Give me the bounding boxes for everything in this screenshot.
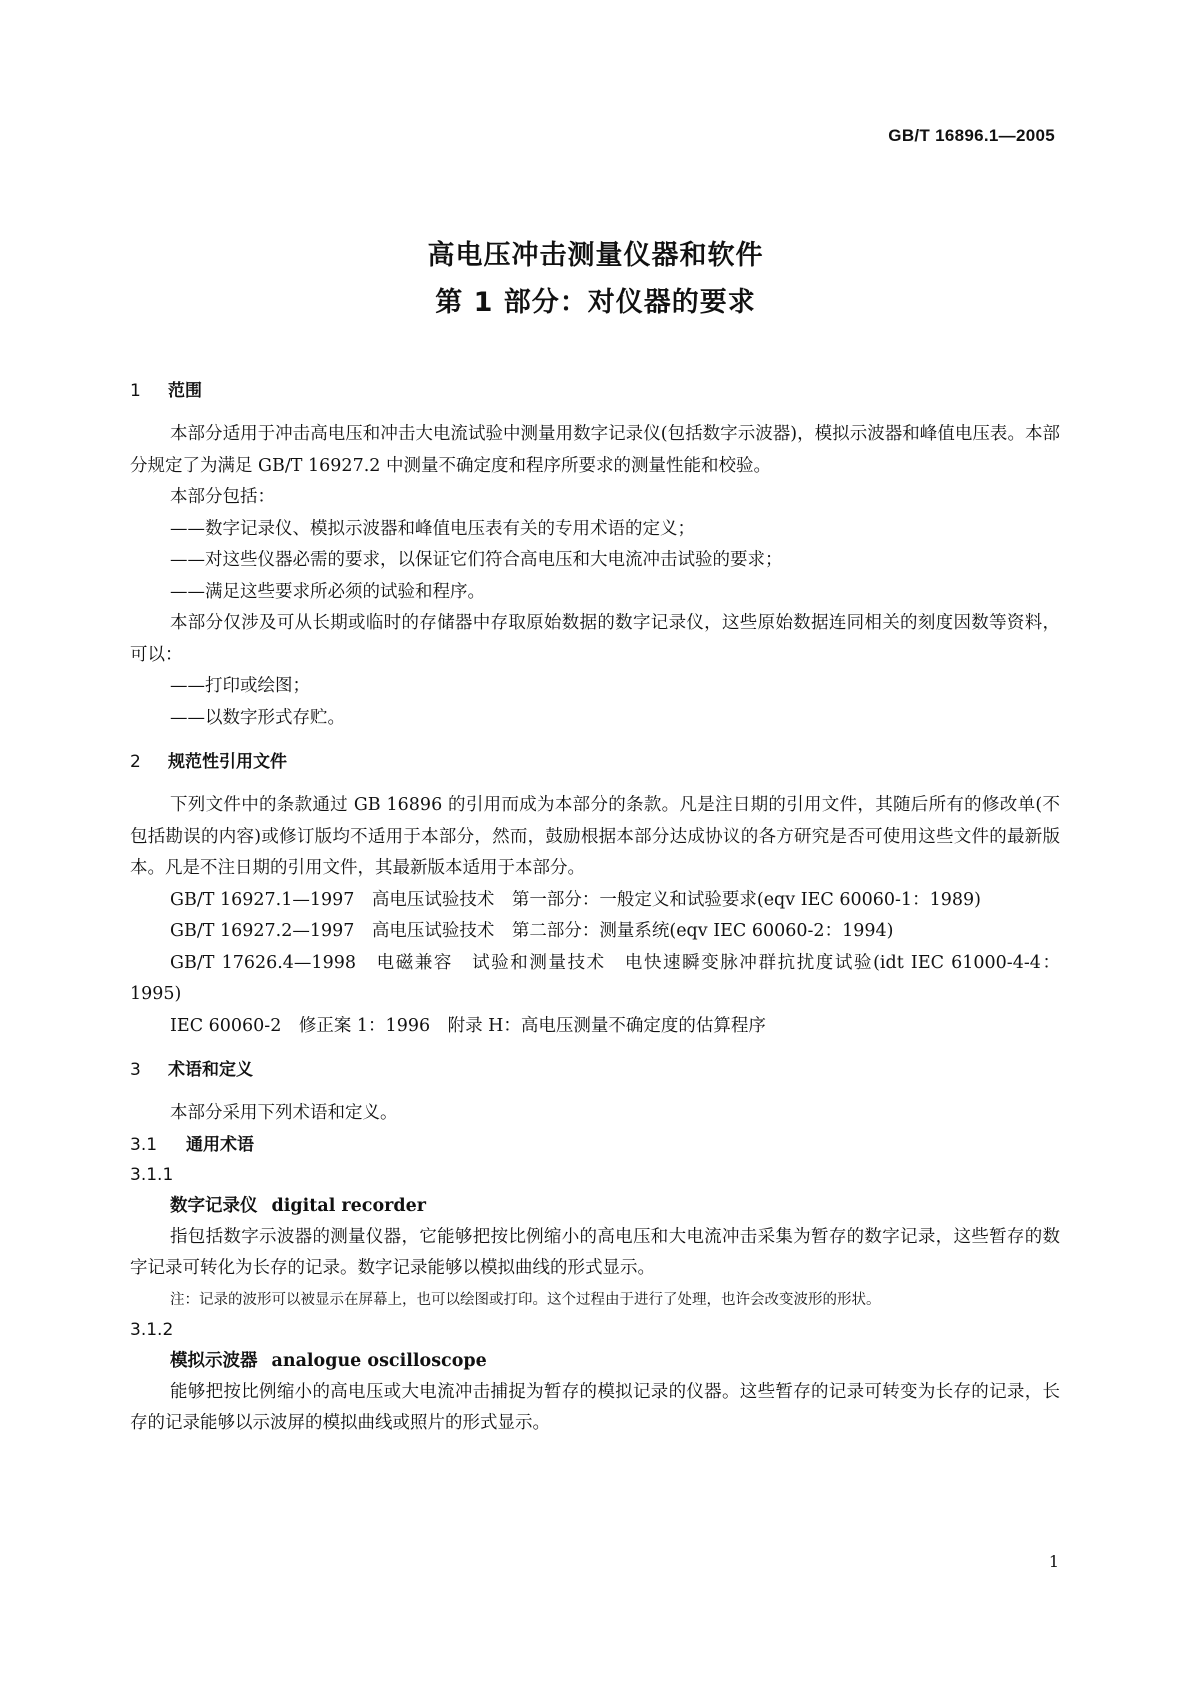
section-1 [130, 377, 1060, 734]
paragraph: 本部分仅涉及可从长期或临时的存储器中存取原始数据的数字记录仪，这些原始数据连同相关的刻度因数等资料，可以： [130, 613, 1060, 665]
term-heading [130, 1190, 1060, 1222]
list-item: ——打印或绘图； [170, 676, 310, 696]
document-title-line2: 第 1 部分：对仪器的要求 [435, 287, 756, 318]
paragraph: 本部分包括： [170, 487, 275, 507]
section-2 [130, 748, 1060, 1042]
reference-item: IEC 60060-2 修正案 1：1996 附录 H：高电压测量不确定度的估算程序 [170, 1015, 766, 1036]
term-definition: 能够把按比例缩小的高电压或大电流冲击捕捉为暂存的模拟记录的仪器。这些暂存的记录可转变为长存的记录，长存的记录能够以示波屏的模拟曲线或照片的形式显示。 [130, 1381, 1060, 1433]
term-chinese: 数字记录仪 [170, 1195, 258, 1216]
section-number: 1 [130, 381, 141, 401]
paragraph: 下列文件中的条款通过 GB 16896 的引用而成为本部分的条款。凡是注日期的引用文件，其随后所有的修改单(不包括勘误的内容)或修订版均不适用于本部分，然而，鼓励根据本部分达成协议的各方研究是否可使用这些文件的最新版本。凡是不注日期的引用文件，其最新版本适用于本部分。 [130, 795, 1060, 878]
term-english: analogue oscilloscope [271, 1350, 487, 1371]
term-definition: 指包括数字示波器的测量仪器，它能够把按比例缩小的高电压和大电流冲击采集为暂存的数字记录，这些暂存的数字记录可转化为长存的记录。数字记录能够以模拟曲线的形式显示。 [130, 1226, 1060, 1278]
list-item: ——以数字形式存贮。 [170, 707, 345, 728]
list-item: ——数字记录仪、模拟示波器和峰值电压表有关的专用术语的定义； [170, 518, 695, 539]
section-3-heading [130, 1056, 1060, 1084]
section-title: 范围 [168, 381, 202, 401]
paragraph: 本部分适用于冲击高电压和冲击大电流试验中测量用数字记录仪(包括数字示波器)，模拟示波器和峰值电压表。本部分规定了为满足 GB/T 16927.2 中测量不确定度和程序所要求的测量性能和校验。 [130, 424, 1060, 476]
term-number: 3.1.2 [130, 1319, 174, 1340]
document-title-line1: 高电压冲击测量仪器和软件 [427, 240, 764, 271]
reference-item: GB/T 16927.1—1997 高电压试验技术 第一部分：一般定义和试验要求(eqv IEC 60060-1：1989) [170, 889, 981, 910]
section-number: 3 [130, 1060, 141, 1080]
term-number: 3.1.1 [130, 1164, 174, 1185]
page-number: 1 [1048, 1552, 1059, 1571]
list-item: ——满足这些要求所必须的试验和程序。 [170, 581, 485, 602]
reference-item: GB/T 16927.2—1997 高电压试验技术 第二部分：测量系统(eqv IEC 60060-2：1994) [170, 921, 894, 941]
section-2-heading [130, 748, 1060, 776]
list-item: ——对这些仪器必需的要求，以保证它们符合高电压和大电流冲击试验的要求； [170, 550, 783, 570]
note: 注：记录的波形可以被显示在屏幕上，也可以绘图或打印。这个过程由于进行了处理，也许会改变波形的形状。 [170, 1291, 881, 1308]
paragraph: 本部分采用下列术语和定义。 [170, 1103, 398, 1123]
term-english: digital recorder [271, 1195, 426, 1216]
section-number: 2 [130, 752, 141, 772]
section-1-heading [130, 377, 1060, 405]
standard-code: GB/T 16896.1—2005 [888, 126, 1055, 145]
subsection-title: 通用术语 [186, 1134, 254, 1155]
reference-item: GB/T 17626.4—1998 电磁兼容 试验和测量技术 电快速瞬变脉冲群抗扰度试验(idt IEC 61000-4-4：1995) [130, 952, 1060, 1004]
term-heading [130, 1345, 1060, 1377]
section-3 [130, 1056, 1060, 1440]
subsection-number: 3.1 [130, 1134, 158, 1155]
document-body [130, 377, 1060, 1440]
section-title: 术语和定义 [168, 1060, 253, 1080]
subsection-heading [130, 1130, 1060, 1160]
section-title: 规范性引用文件 [168, 752, 287, 772]
term-chinese: 模拟示波器 [170, 1350, 258, 1371]
